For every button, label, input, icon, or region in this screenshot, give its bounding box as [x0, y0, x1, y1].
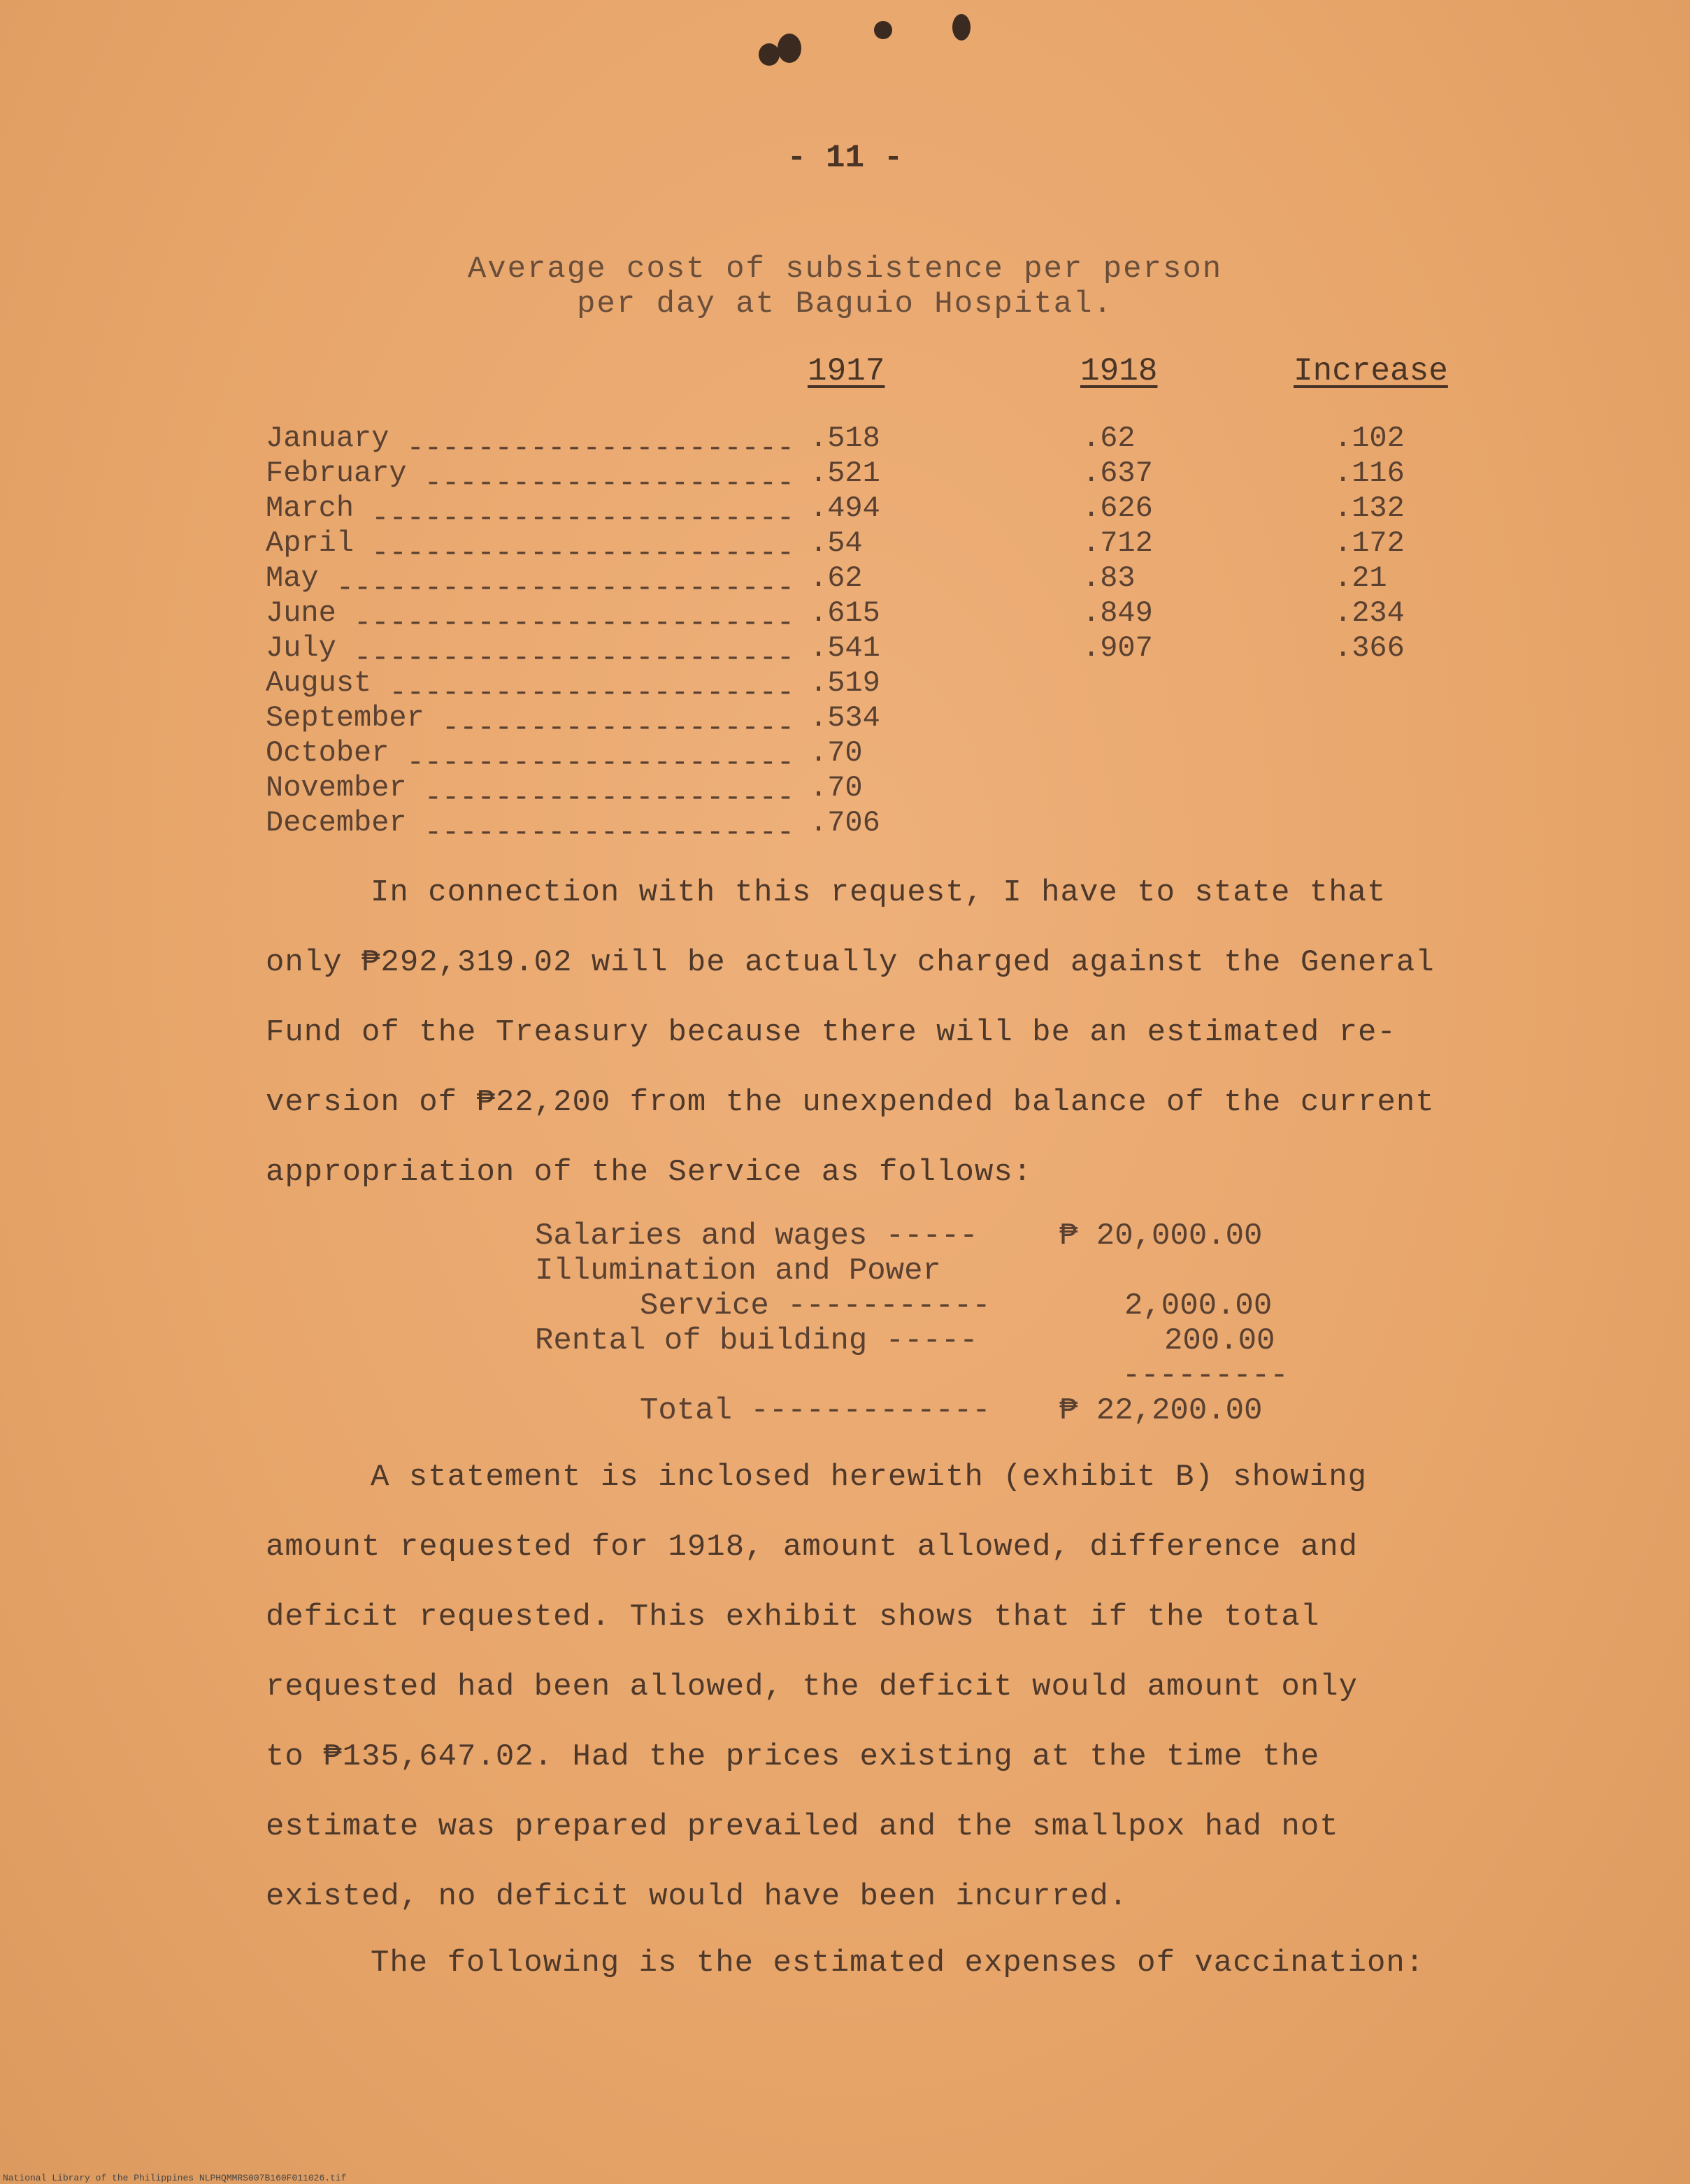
salaries-amount: ₱ 20,000.00: [1059, 1219, 1263, 1253]
month-label: June: [266, 596, 336, 630]
cell-increase: .132: [1334, 491, 1405, 525]
month-label: September: [266, 701, 424, 735]
column-header-1917: 1917: [808, 353, 885, 389]
table-row: [266, 561, 795, 605]
dot-leader: ------------------------: [354, 501, 795, 535]
page-number: - 11 -: [787, 140, 903, 176]
month-label: August: [266, 666, 372, 700]
punch-hole: [778, 34, 801, 63]
cell-1917: .54: [810, 526, 863, 560]
paragraph-line: The following is the estimated expenses of vaccination:: [371, 1946, 1425, 1981]
cell-1917: .70: [810, 771, 863, 805]
cell-1917: .70: [810, 736, 863, 770]
month-label: July: [266, 631, 336, 665]
paragraph-line: only ₱292,319.02 will be actually charged against the General: [266, 945, 1435, 980]
illumination-label: Illumination and Power: [535, 1253, 941, 1288]
column-header-increase: Increase: [1294, 353, 1448, 389]
month-label: March: [266, 491, 355, 525]
cell-1918: .907: [1082, 631, 1153, 665]
dot-leader: ------------------------: [354, 536, 795, 570]
column-header-1918: 1918: [1080, 353, 1158, 389]
dot-leader: --------------------------: [318, 571, 795, 605]
table-row: [266, 805, 795, 849]
table-title-line-2: per day at Baguio Hospital.: [577, 287, 1113, 322]
month-label: May: [266, 561, 319, 595]
punch-hole: [759, 43, 780, 66]
table-row: [266, 701, 795, 745]
cell-1917: .706: [810, 806, 880, 840]
table-row: [266, 631, 795, 675]
cell-1917: .494: [810, 491, 880, 525]
cell-1917: .62: [810, 561, 863, 595]
paragraph-line: amount requested for 1918, amount allowed, difference and: [266, 1530, 1359, 1565]
table-row: [266, 421, 795, 465]
cell-1918: .637: [1082, 457, 1153, 490]
table-row: [266, 526, 795, 570]
rental-amount: 200.00: [1164, 1323, 1275, 1358]
dot-leader: ---------------------: [406, 816, 795, 849]
table-row: [266, 735, 795, 780]
cell-increase: .116: [1334, 457, 1405, 490]
total-rule: ---------: [1122, 1358, 1289, 1393]
dot-leader: -------------------------: [336, 641, 795, 675]
table-row: [266, 491, 795, 535]
cell-1917: .518: [810, 422, 880, 455]
paragraph-line: requested had been allowed, the deficit would amount only: [266, 1669, 1359, 1704]
cell-increase: .172: [1334, 526, 1405, 560]
cell-1918: .849: [1082, 596, 1153, 630]
illumination-amount: 2,000.00: [1124, 1288, 1273, 1323]
cell-1918: .62: [1082, 422, 1136, 455]
cell-1917: .541: [810, 631, 880, 665]
paragraph-line: version of ₱22,200 from the unexpended balance of the current: [266, 1085, 1435, 1120]
paragraph-line: to ₱135,647.02. Had the prices existing at the time the: [266, 1739, 1320, 1774]
month-label: January: [266, 422, 389, 455]
cell-1918: .626: [1082, 491, 1153, 525]
paragraph-line: Fund of the Treasury because there will be an estimated re-: [266, 1015, 1396, 1050]
cell-1917: .521: [810, 457, 880, 490]
dot-leader: --------------------: [424, 711, 795, 745]
dot-leader: -----------------------: [371, 676, 795, 710]
punch-hole: [952, 14, 971, 41]
month-label: October: [266, 736, 389, 770]
salaries-label: Salaries and wages -----: [535, 1219, 978, 1253]
month-label: April: [266, 526, 355, 560]
table-row: [266, 596, 795, 640]
rental-label: Rental of building -----: [535, 1323, 978, 1358]
total-amount: ₱ 22,200.00: [1059, 1393, 1263, 1428]
paragraph-line: deficit requested. This exhibit shows that if the total: [266, 1600, 1320, 1635]
paragraph-line: A statement is inclosed herewith (exhibit B) showing: [371, 1460, 1368, 1495]
cell-1917: .615: [810, 596, 880, 630]
paragraph-line: existed, no deficit would have been incurred.: [266, 1879, 1129, 1914]
table-row: [266, 770, 795, 814]
illumination-label-cont: Service -----------: [640, 1288, 991, 1323]
dot-leader: ----------------------: [389, 431, 795, 465]
cell-1917: .534: [810, 701, 880, 735]
dot-leader: ----------------------: [389, 746, 795, 780]
dot-leader: ---------------------: [406, 781, 795, 814]
month-label: February: [266, 457, 407, 490]
paragraph-line: estimate was prepared prevailed and the smallpox had not: [266, 1809, 1339, 1844]
table-title-line-1: Average cost of subsistence per person: [467, 252, 1223, 287]
dot-leader: -------------------------: [336, 606, 795, 640]
cell-increase: .21: [1334, 561, 1387, 595]
cell-increase: .234: [1334, 596, 1405, 630]
paragraph-line: In connection with this request, I have to state that: [371, 875, 1387, 910]
archive-footer: National Library of the Philippines NLPHQMMRS007B160F011026.tif: [3, 2173, 347, 2183]
dot-leader: ---------------------: [406, 466, 795, 500]
month-label: December: [266, 806, 407, 840]
cell-1917: .519: [810, 666, 880, 700]
table-row: [266, 456, 795, 500]
total-label: Total -------------: [640, 1393, 991, 1428]
cell-1918: .83: [1082, 561, 1136, 595]
paragraph-line: appropriation of the Service as follows:: [266, 1155, 1033, 1190]
cell-increase: .102: [1334, 422, 1405, 455]
cell-increase: .366: [1334, 631, 1405, 665]
punch-hole: [874, 21, 892, 39]
month-label: November: [266, 771, 407, 805]
cell-1918: .712: [1082, 526, 1153, 560]
table-row: [266, 666, 795, 710]
